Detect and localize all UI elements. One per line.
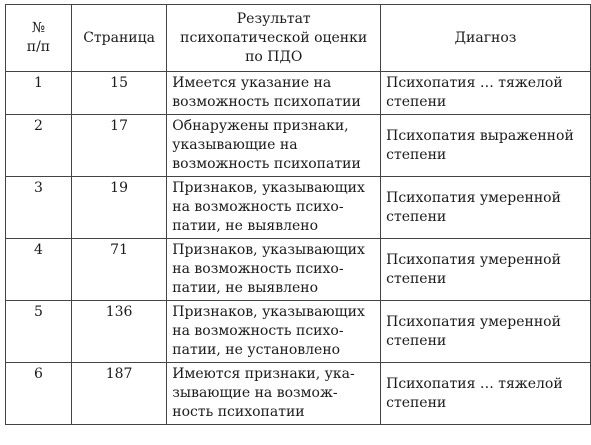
psychopathy-assessment-table (5, 4, 591, 425)
row-result: Признаков, указывающих на возможность психо- патии, не выявлено (167, 177, 381, 239)
row-result: Признаков, указывающих на возможность психо- патии, не выявлено (167, 239, 381, 301)
row-result: Признаков, указывающих на возможность психо- патии, не установлено (167, 301, 381, 363)
table-row (6, 115, 591, 177)
row-diagnosis: Психопатия выраженной степени (381, 115, 591, 177)
row-page: 15 (71, 72, 166, 115)
row-result: Обнаружены признаки, указывающие на возможность психопатии (167, 115, 381, 177)
row-result: Имеются признаки, ука- зывающие на возмож- ность психопатии (167, 363, 381, 425)
row-number: 6 (6, 363, 72, 425)
row-diagnosis: Психопатия … тяжелой степени (381, 363, 591, 425)
row-diagnosis: Психопатия умеренной степени (381, 177, 591, 239)
row-diagnosis: Психопатия умеренной степени (381, 301, 591, 363)
row-number: 3 (6, 177, 72, 239)
row-page: 136 (71, 301, 166, 363)
table-row (6, 177, 591, 239)
row-page: 19 (71, 177, 166, 239)
table-row (6, 301, 591, 363)
header-page: Страница (71, 5, 166, 72)
row-result: Имеется указание на возможность психопатии (167, 72, 381, 115)
row-number: 5 (6, 301, 72, 363)
table-row (6, 239, 591, 301)
table-row (6, 363, 591, 425)
row-diagnosis: Психопатия … тяжелой степени (381, 72, 591, 115)
header-number: № п/п (6, 5, 72, 72)
row-number: 2 (6, 115, 72, 177)
table-header-row (6, 5, 591, 72)
row-page: 71 (71, 239, 166, 301)
row-diagnosis: Психопатия умеренной степени (381, 239, 591, 301)
header-diagnosis: Диагноз (381, 5, 591, 72)
header-result: Результат психопатической оценки по ПДО (167, 5, 381, 72)
row-page: 17 (71, 115, 166, 177)
table-row (6, 72, 591, 115)
row-number: 1 (6, 72, 72, 115)
row-page: 187 (71, 363, 166, 425)
row-number: 4 (6, 239, 72, 301)
